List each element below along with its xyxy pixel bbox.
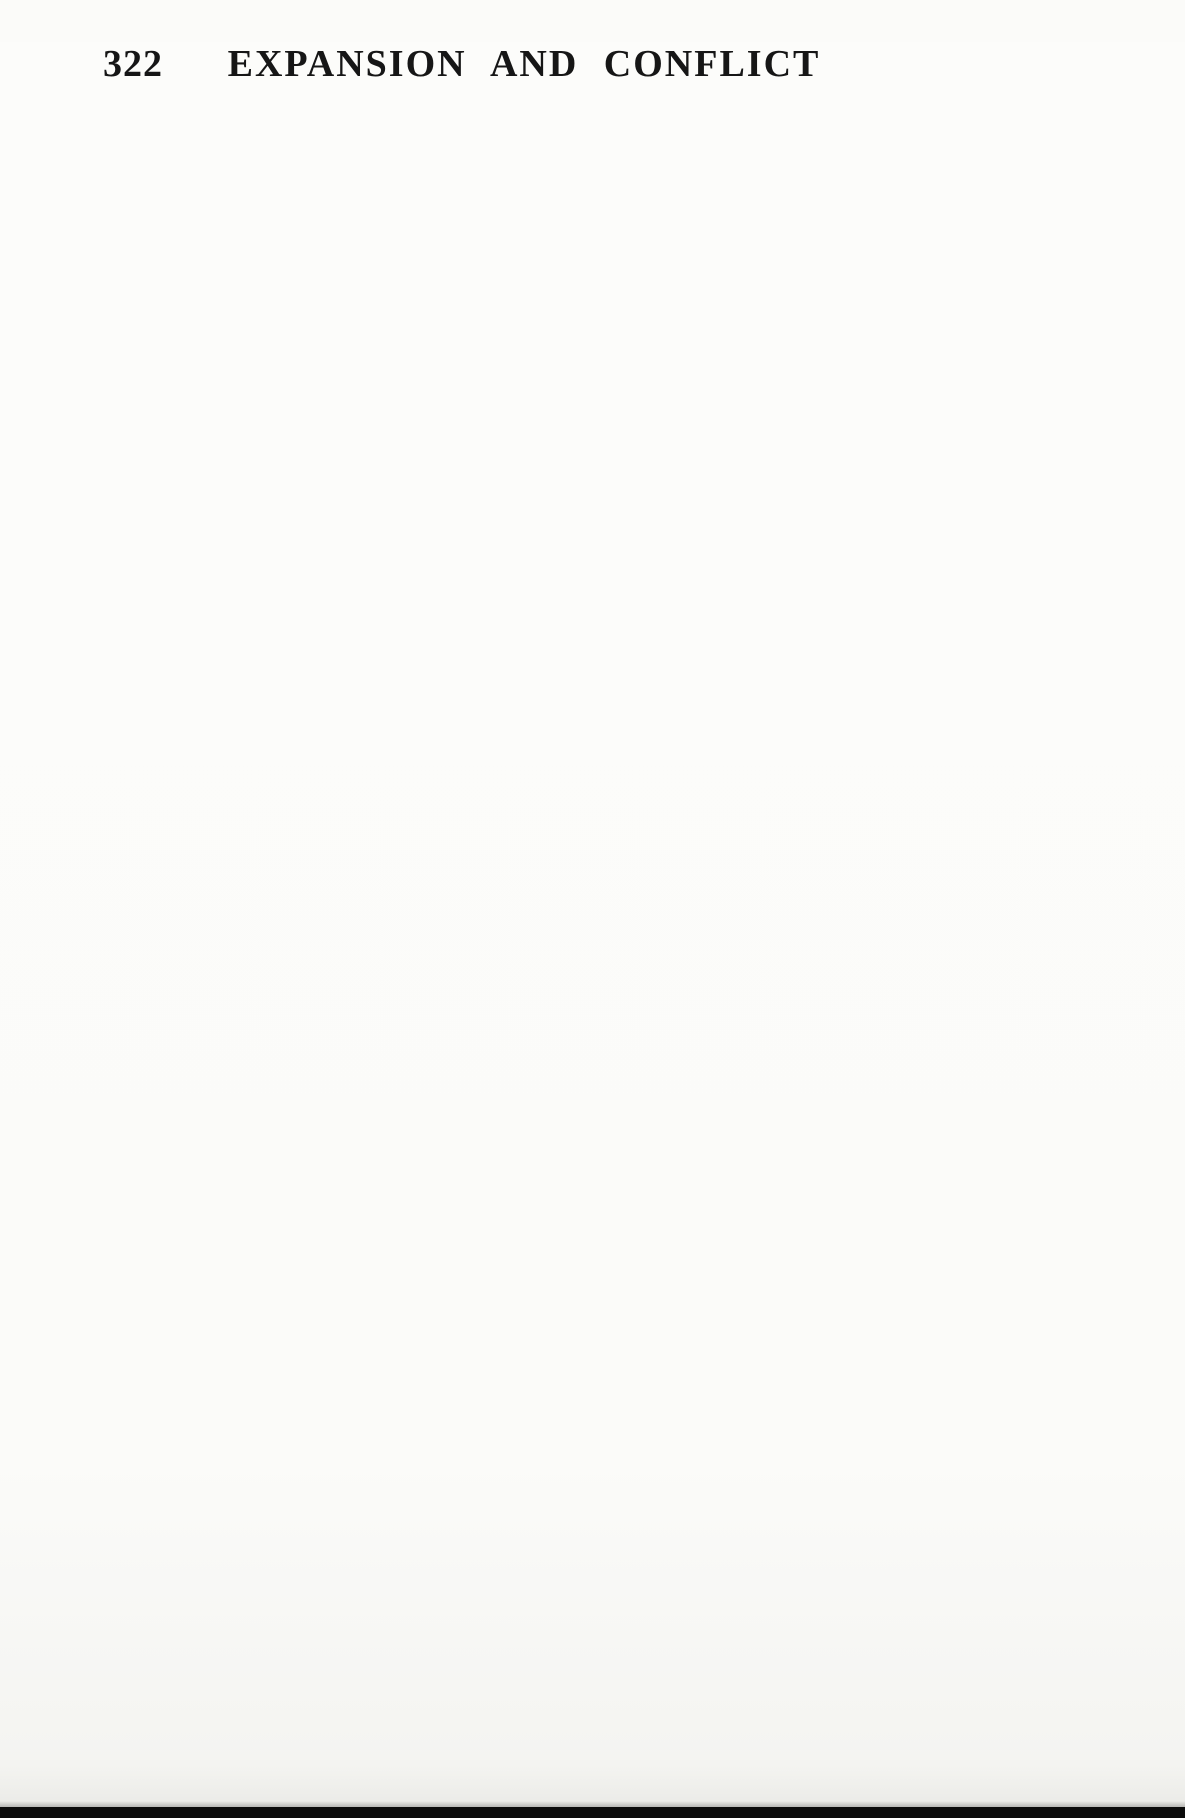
scan-edge	[0, 1807, 1185, 1818]
scanned-page-background	[0, 42, 1185, 1818]
page-header	[0, 42, 945, 94]
running-title: EXPANSION AND CONFLICT	[227, 43, 821, 85]
page-number: 322	[103, 43, 163, 85]
